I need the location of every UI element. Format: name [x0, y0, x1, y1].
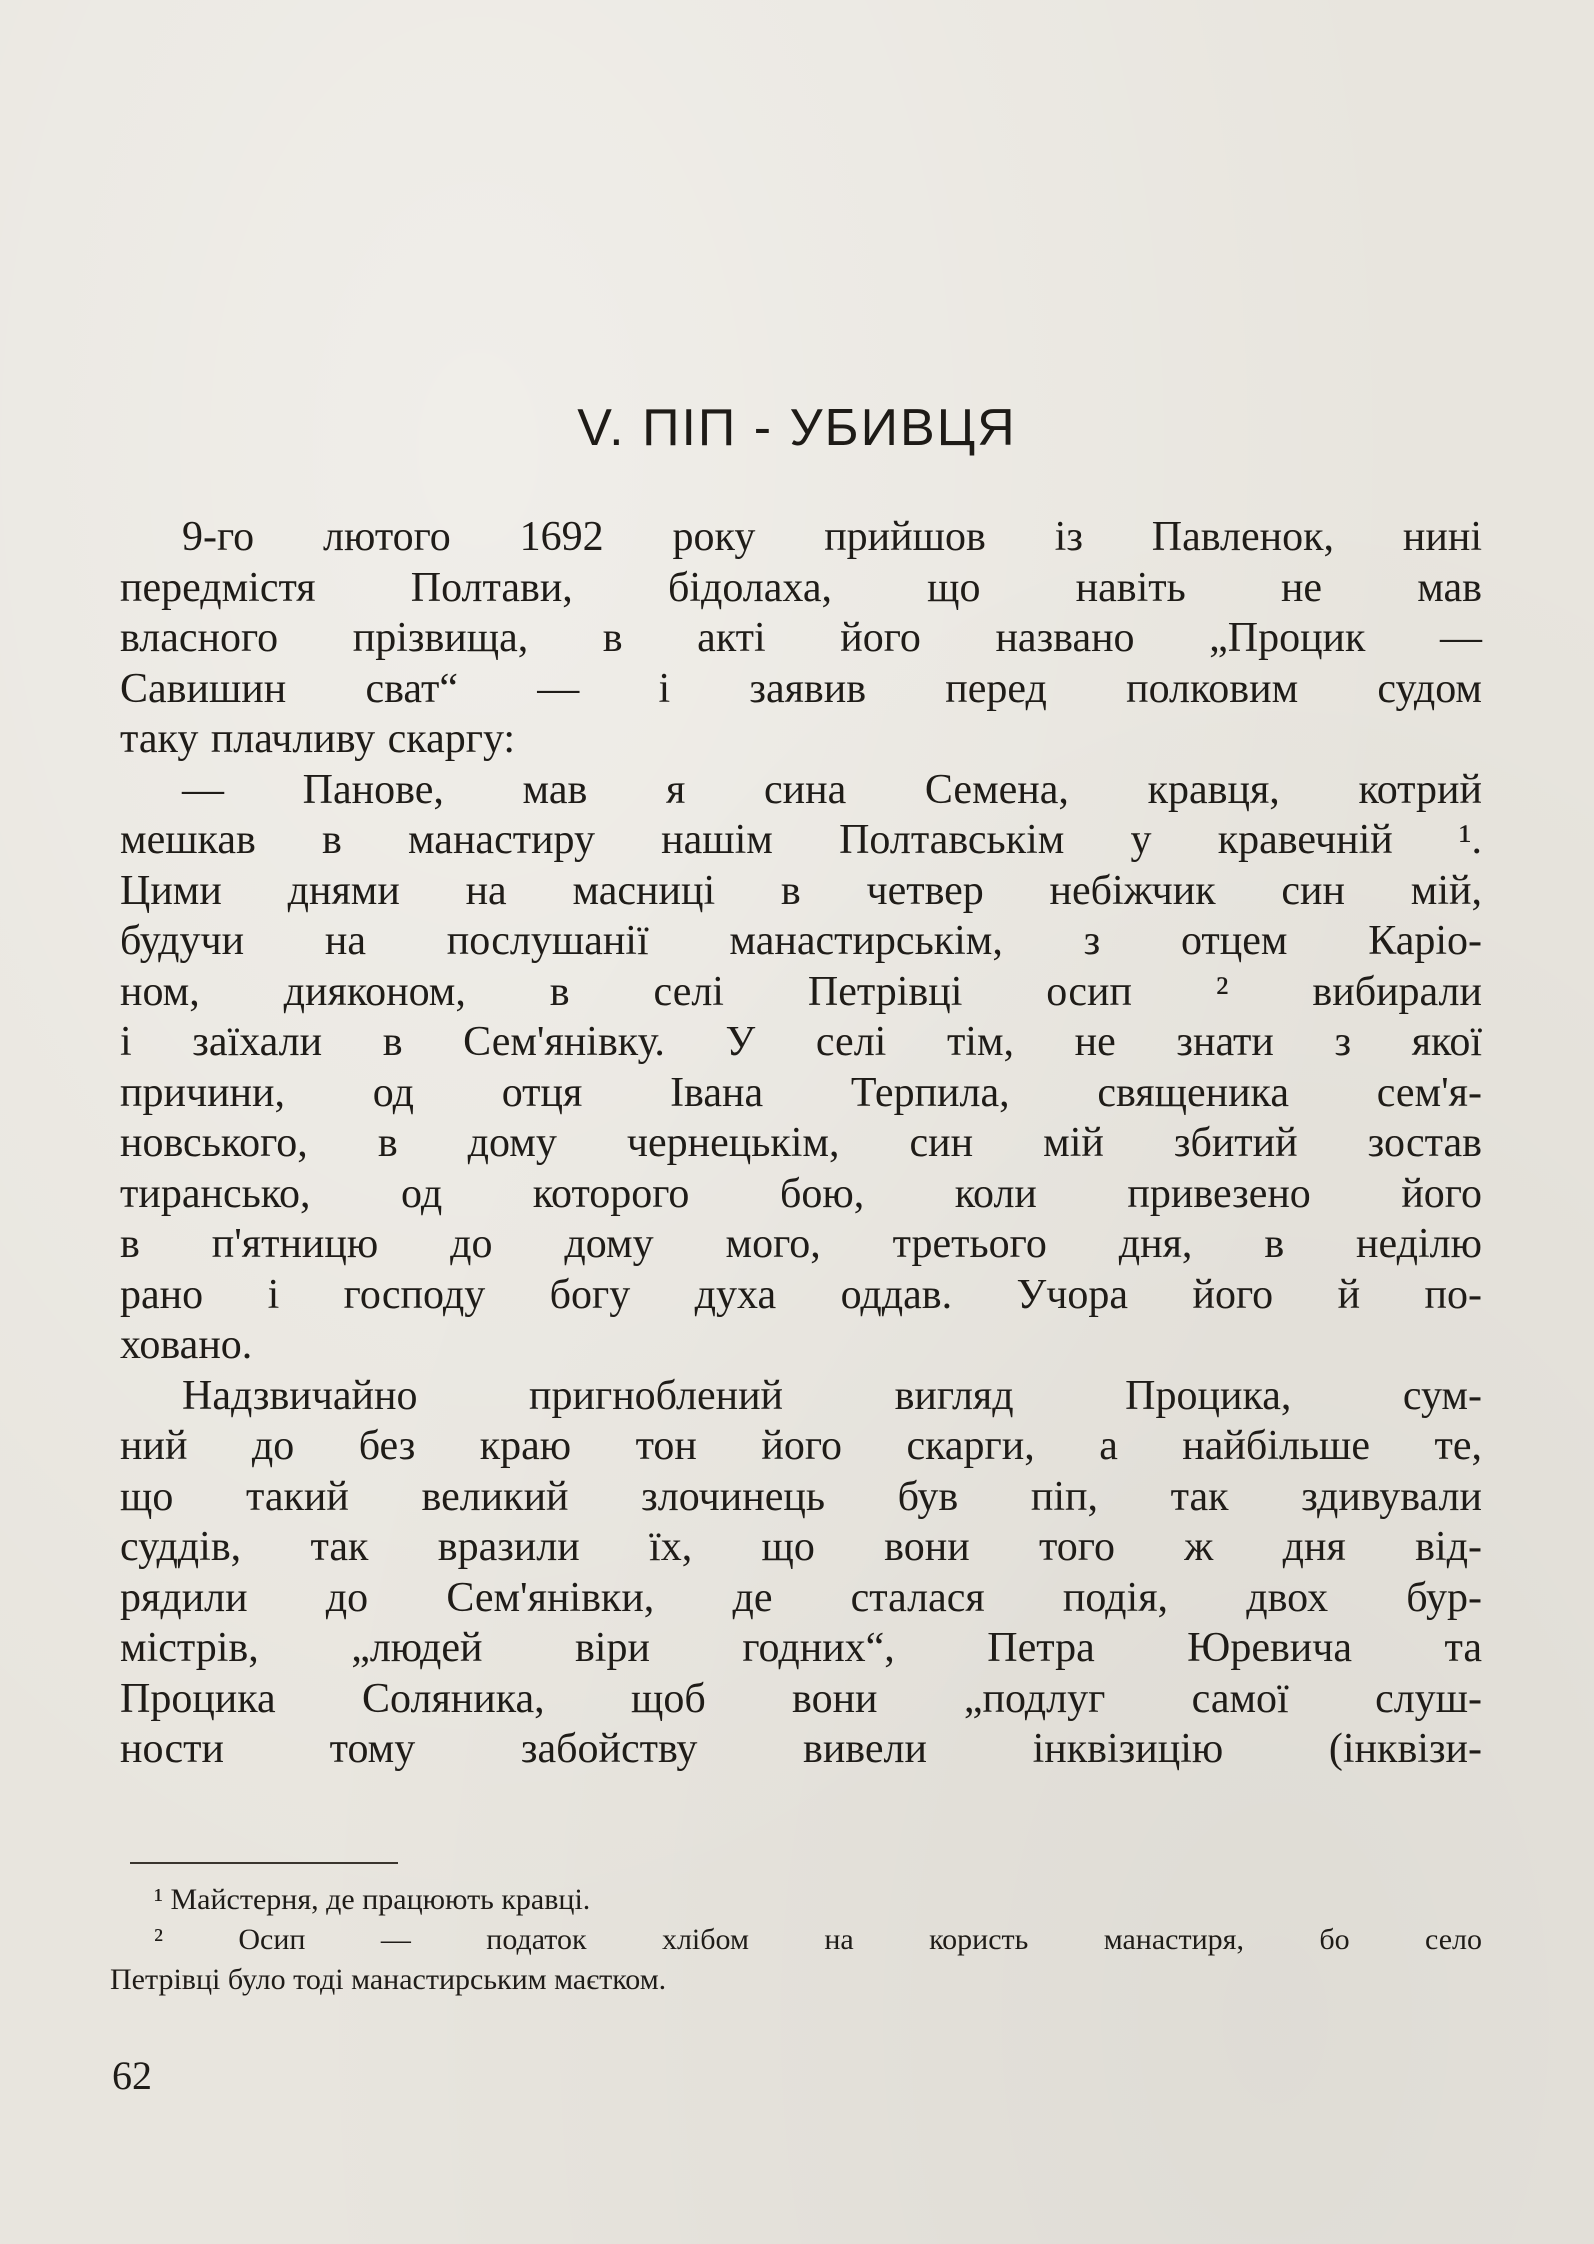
- text-line: Надзвичайно пригноблений вигляд Процика, сум-: [182, 1372, 1482, 1419]
- text-line: ний до без краю тон його скарги, а найбільше те,: [120, 1423, 1482, 1469]
- text-line: причини, од отця Івана Терпила, священика сем'я-: [120, 1069, 1482, 1116]
- text-line: ности тому забойству вивели інквізицію (інквізи-: [120, 1726, 1482, 1772]
- text-line: власного прізвища, в акті його названо „Процик —: [120, 615, 1482, 661]
- text-line: і заїхали в Сем'янівку. У селі тім, не знати з якої: [120, 1019, 1482, 1065]
- text-line: Цими днями на масниці в четвер небіжчик син мій,: [120, 867, 1482, 914]
- text-line: передмістя Полтави, бідолаха, що навіть не мав: [120, 564, 1482, 611]
- page-number: 62: [112, 2053, 152, 2098]
- text-line: суддів, так вразили їх, що вони того ж дня від-: [120, 1524, 1482, 1570]
- text-line: — Панове, мав я сина Семена, кравця, котрий: [182, 766, 1482, 813]
- text-line: таку плачливу скаргу:: [120, 716, 516, 762]
- text-line: рядили до Сем'янівки, де сталася подія, двох бур-: [120, 1574, 1482, 1621]
- text-line: в п'ятницю до дому мого, третього дня, в неділю: [120, 1221, 1482, 1267]
- chapter-heading: V. ПІП - УБИВЦЯ: [577, 399, 1017, 457]
- body-text: [120, 512, 1482, 1775]
- footnote-divider: [130, 1862, 398, 1864]
- text-line: новського, в дому чернецькім, син мій збитий зостав: [120, 1120, 1482, 1166]
- text-line: що такий великий злочинець був піп, так здивували: [120, 1473, 1482, 1520]
- footnote-line: Петрівці було тоді манастирським маєтком.: [110, 1963, 667, 1996]
- text-line: ном, дияконом, в селі Петрівці осип ² вибирали: [120, 968, 1482, 1015]
- text-line: містрів, „людей віри годних“, Петра Юревича та: [120, 1625, 1482, 1671]
- footnote-line: ¹ Майстерня, де працюють кравці.: [154, 1883, 591, 1916]
- footnotes: [110, 1880, 1482, 2000]
- text-line: тирансько, од которого бою, коли привезено його: [120, 1170, 1482, 1217]
- text-line: будучи на послушанії манастирськім, з отцем Каріо-: [120, 918, 1482, 964]
- text-line: ховано.: [120, 1322, 253, 1368]
- text-line: рано і господу богу духа оддав. Учора його й по-: [120, 1271, 1482, 1318]
- text-line: Процика Соляника, щоб вони „подлуг самої слуш-: [120, 1675, 1482, 1722]
- text-line: Савишин сват“ — і заявив перед полковим судом: [120, 665, 1482, 712]
- text-line: 9-го лютого 1692 року прийшов із Павленок, нині: [182, 514, 1482, 560]
- footnote-line: ² Осип — податок хлібом на користь манастиря, бо село: [154, 1923, 1482, 1956]
- text-line: мешкав в манастиру нашім Полтавськім у кравечній ¹.: [120, 817, 1482, 863]
